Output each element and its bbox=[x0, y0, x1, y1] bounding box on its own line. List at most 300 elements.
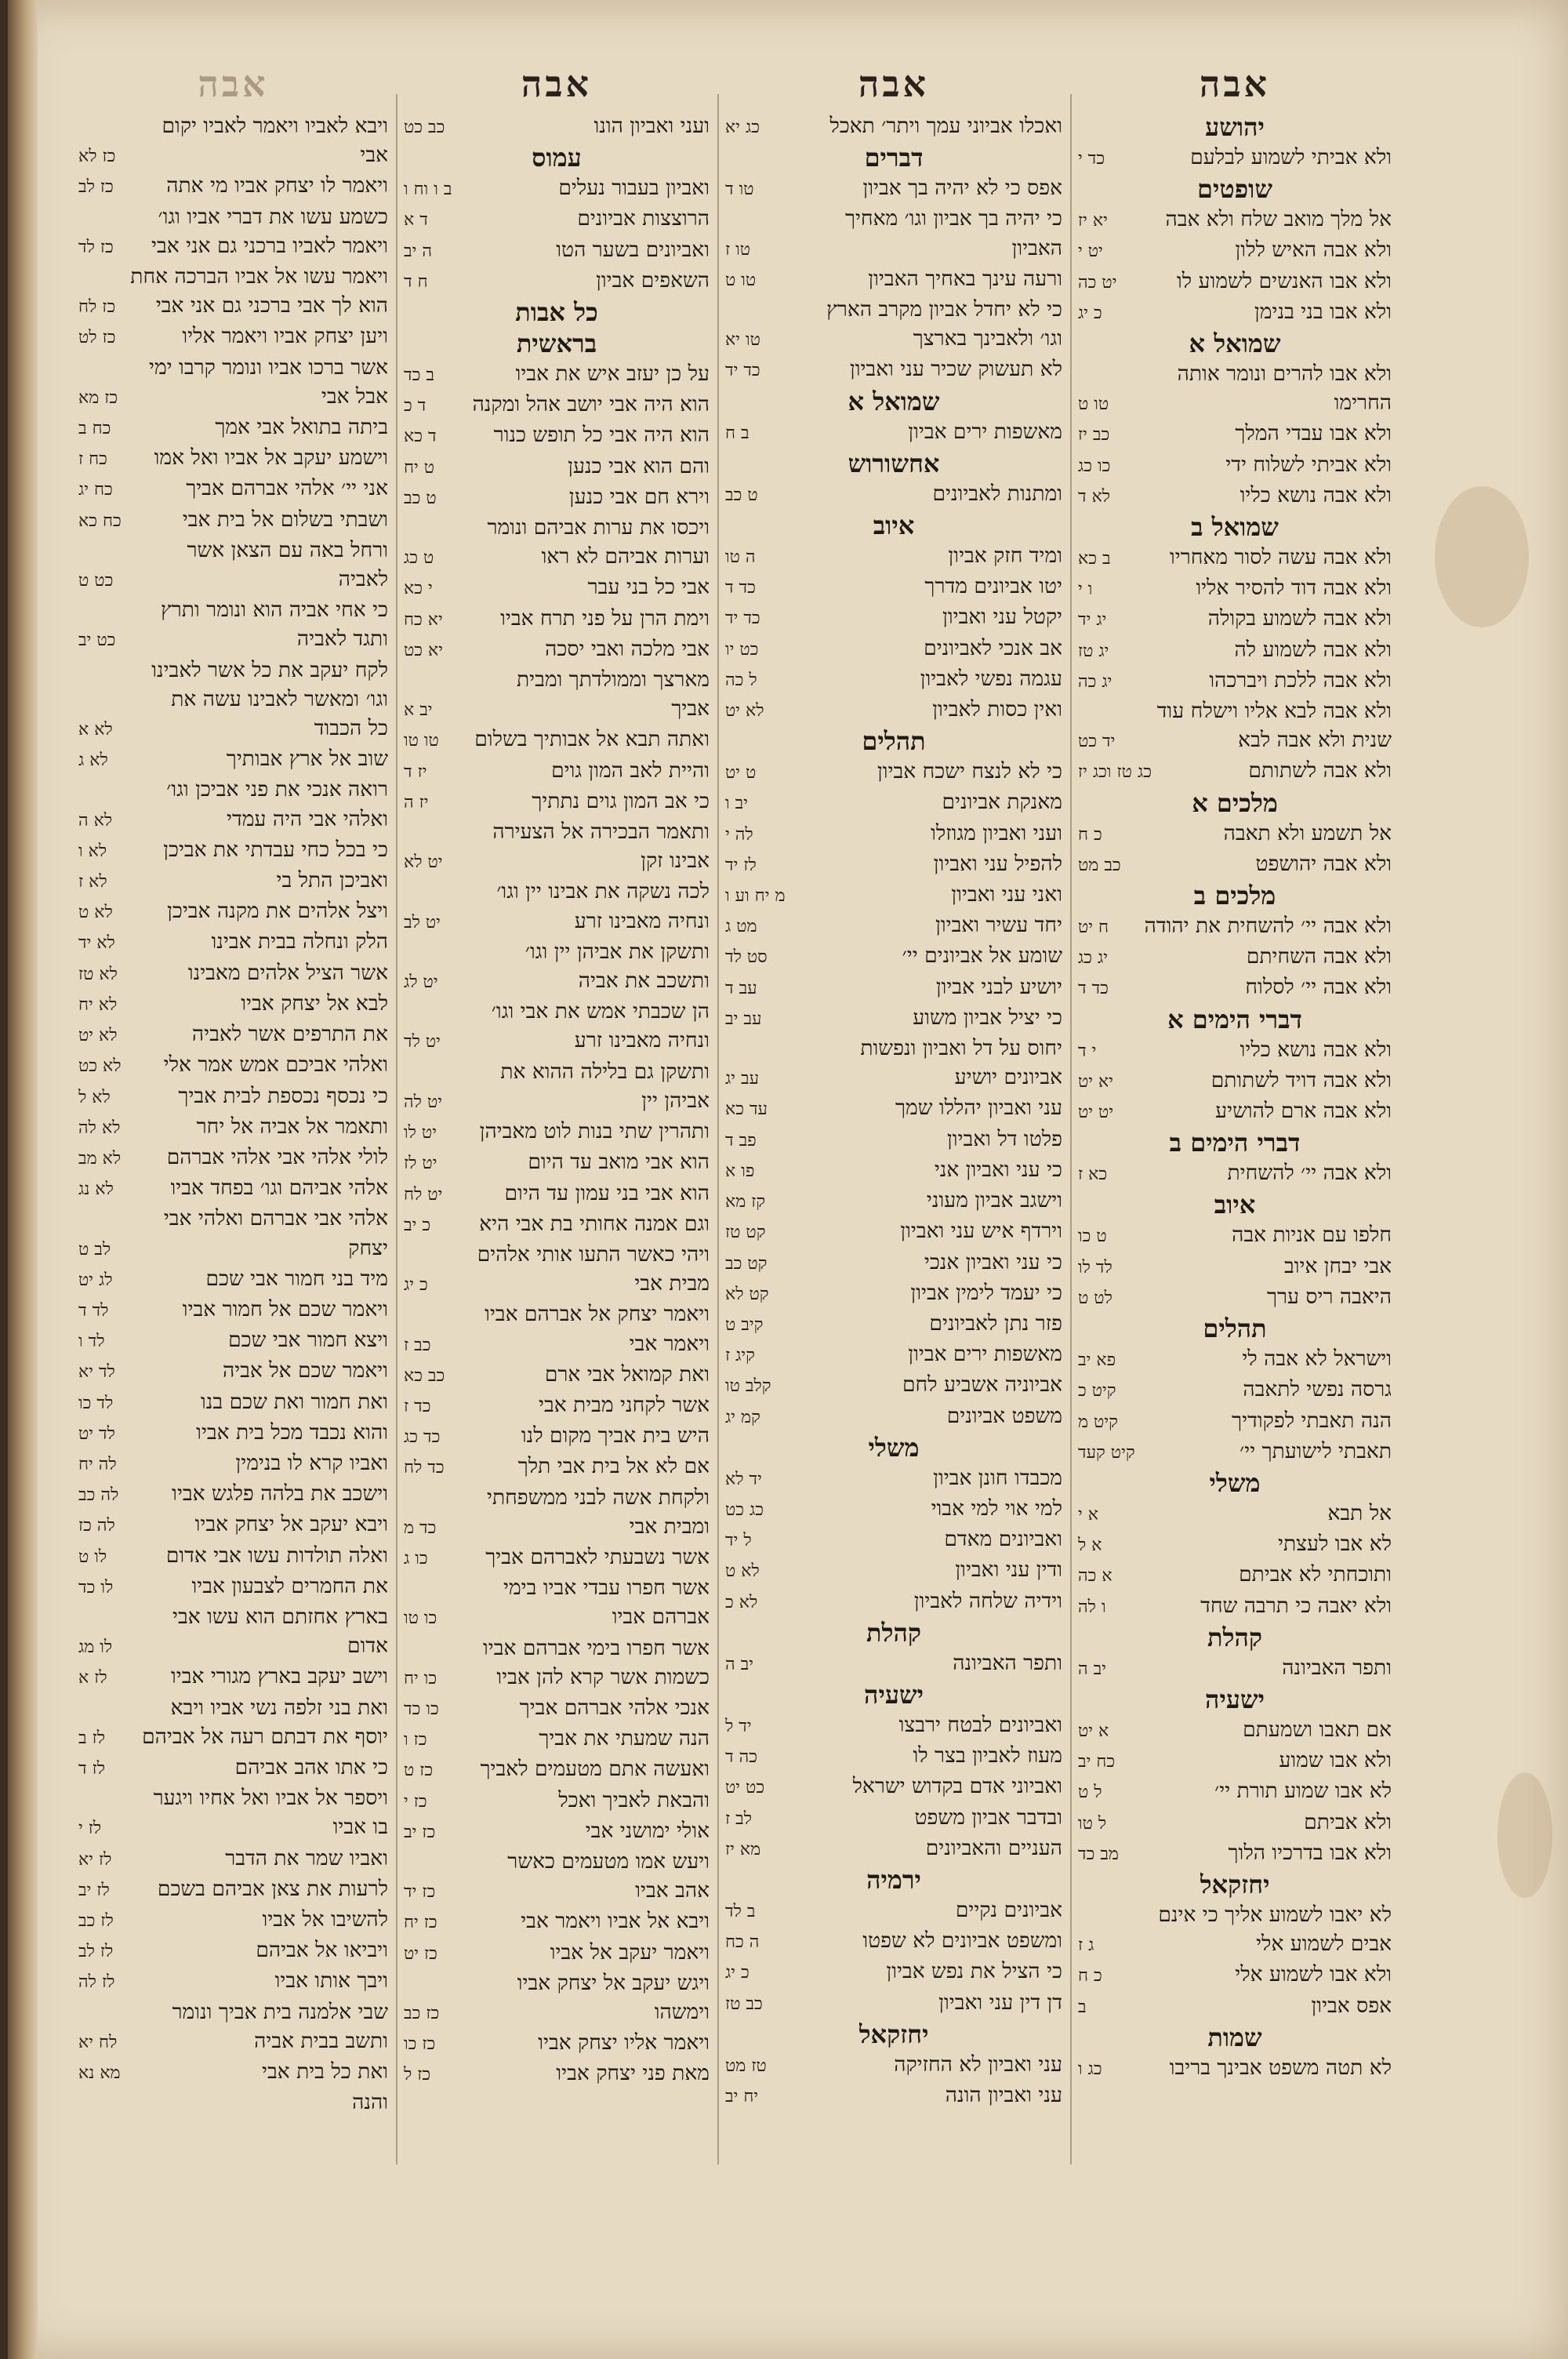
concordance-entry bbox=[1078, 450, 1392, 481]
entry-text: ואני עני ואביון bbox=[951, 882, 1062, 907]
entry-text: ולא אבה נושא כליו bbox=[1240, 1037, 1392, 1062]
entry-text: שמות bbox=[1207, 2022, 1262, 2052]
column-1-header: אבה bbox=[1199, 63, 1271, 105]
concordance-entry bbox=[1078, 143, 1392, 173]
entry-text: ויבא יעקב אל יצחק אביו bbox=[194, 1512, 388, 1537]
entry-text: לא תעשוק שכיר עני ואביון bbox=[849, 357, 1062, 382]
book-heading bbox=[725, 386, 1062, 417]
entry-text: משלי bbox=[868, 1432, 920, 1463]
entry-text: ויאמר יצחק אל אברהם אביו bbox=[485, 1302, 710, 1327]
verse-reference: לב ט bbox=[78, 1239, 111, 1259]
entry-text: ויצל אלהים את מקנה אביכן bbox=[167, 899, 388, 924]
verse-reference: ל טו bbox=[1078, 1813, 1107, 1834]
concordance-entry bbox=[78, 1936, 388, 1966]
entry-text: ולא אבו עבדי המלך bbox=[1235, 421, 1392, 446]
verse-reference: יא יט bbox=[1078, 1071, 1114, 1092]
concordance-entry bbox=[1078, 1344, 1392, 1375]
entry-text: ויעש אמו מטעמים כאשר bbox=[507, 1848, 710, 1874]
verse-reference: לז י bbox=[78, 1819, 102, 1839]
entry-text: ויכסו את ערות אביהם ונומר bbox=[487, 515, 710, 540]
column-3 bbox=[404, 63, 710, 2090]
verse-reference: יט י bbox=[1078, 242, 1103, 262]
concordance-entry bbox=[725, 1248, 1062, 1278]
verse-reference: כ יג bbox=[404, 1275, 428, 1296]
verse-reference: כח ב bbox=[78, 419, 111, 439]
concordance-entry bbox=[725, 664, 1062, 695]
verse-reference: לז יד bbox=[725, 855, 757, 875]
verse-reference: קט כב bbox=[725, 1253, 768, 1274]
entry-text: רואה אנכי את פני אביכן וגו׳ bbox=[166, 777, 388, 802]
verse-reference: כב טז bbox=[725, 1994, 763, 2014]
verse-reference: לא ג bbox=[78, 751, 108, 771]
concordance-entry bbox=[78, 1602, 388, 1631]
entry-text: אחשורוש bbox=[848, 448, 940, 478]
concordance-entry bbox=[404, 390, 710, 420]
entry-text: עני ואביון לא החזיקה bbox=[894, 2052, 1062, 2077]
entry-text: אשר חפרו עבדי אביו בימי bbox=[503, 1576, 710, 1601]
concordance-entry bbox=[1078, 205, 1392, 235]
verse-reference: לז יא bbox=[78, 1849, 112, 1870]
verse-reference: לז ד bbox=[78, 1758, 105, 1779]
concordance-entry bbox=[404, 452, 710, 482]
entry-text: וישכב את בלהה פלגש אביו bbox=[172, 1481, 388, 1507]
concordance-entry bbox=[404, 266, 710, 296]
concordance-entry bbox=[1078, 849, 1392, 880]
entry-text: ואת חמור ואת שכם בנו bbox=[201, 1389, 388, 1414]
concordance-entry bbox=[1078, 1035, 1392, 1066]
entry-text: ותאמר הבכירה אל הצעירה bbox=[492, 820, 710, 845]
concordance-entry bbox=[78, 1387, 388, 1418]
concordance-entry bbox=[404, 1754, 710, 1785]
entry-text: חלפו עם אניות אבה bbox=[1232, 1223, 1392, 1248]
verse-reference: ל ט bbox=[1078, 1783, 1102, 1803]
entry-text: ומיד חזק אביון bbox=[948, 543, 1062, 569]
verse-reference: כז כו bbox=[404, 2034, 436, 2055]
entry-text: לא יאבו לשמוע אליך כי אינם bbox=[1158, 1902, 1392, 1927]
entry-text: הוא לך אבי ברכני גם אני אבי bbox=[155, 293, 388, 318]
verse-reference: יג יד bbox=[1078, 610, 1107, 631]
verse-reference: כד לח bbox=[404, 1458, 445, 1478]
concordance-entry bbox=[725, 819, 1062, 849]
concordance-entry bbox=[725, 1339, 1062, 1370]
concordance-entry bbox=[78, 140, 388, 171]
entry-text: ואביונים מאדם bbox=[944, 1527, 1062, 1552]
verse-reference: כג ו bbox=[1078, 2059, 1102, 2079]
entry-text: להפיל עני ואביון bbox=[933, 851, 1062, 876]
entry-text: דברים bbox=[864, 143, 924, 173]
entry-text: ותגד לאביה bbox=[296, 627, 388, 652]
entry-text: ולא אבו שמוע bbox=[1279, 1748, 1392, 1773]
verse-reference: קלב טו bbox=[725, 1376, 771, 1397]
entry-text: שנית ולא אבה לבא bbox=[1238, 728, 1392, 753]
book-heading bbox=[1078, 880, 1392, 911]
concordance-entry bbox=[404, 2059, 710, 2089]
book-heading bbox=[725, 2019, 1062, 2050]
verse-reference: כב מט bbox=[1078, 855, 1121, 875]
concordance-entry bbox=[1078, 388, 1392, 419]
concordance-entry bbox=[404, 1906, 710, 1937]
entry-text: יצחק bbox=[348, 1235, 388, 1260]
verse-reference: לא ט bbox=[78, 903, 113, 923]
verse-reference: יט לג bbox=[404, 972, 438, 993]
concordance-entry bbox=[725, 1896, 1062, 1926]
concordance-entry bbox=[1078, 1529, 1392, 1560]
concordance-entry bbox=[404, 1724, 710, 1754]
entry-text: אלהי אבי אברהם ואלהי אבי bbox=[163, 1206, 388, 1231]
entry-text: ולא אביתם bbox=[1304, 1809, 1392, 1834]
concordance-entry bbox=[78, 685, 388, 714]
concordance-entry bbox=[725, 1555, 1062, 1586]
entry-text: ולא אבו האנשים לשמוע לו bbox=[1176, 268, 1392, 293]
entry-text: ולא אביתי לשלוח ידי bbox=[1225, 452, 1392, 477]
entry-text: הרוצצות אביונים bbox=[577, 206, 710, 231]
verse-reference: קיט כ bbox=[1078, 1381, 1116, 1401]
verse-reference: לא מב bbox=[78, 1148, 122, 1169]
concordance-entry bbox=[78, 1112, 388, 1143]
concordance-entry bbox=[1078, 696, 1392, 725]
entry-text: כי אב המון גוים נתתיך bbox=[532, 788, 710, 813]
concordance-entry bbox=[1078, 1096, 1392, 1127]
book-heading bbox=[1078, 1467, 1392, 1499]
entry-text: לבא אל יצחק אביו bbox=[241, 990, 388, 1016]
concordance-entry bbox=[78, 262, 388, 291]
concordance-entry bbox=[1078, 1406, 1392, 1437]
verse-reference: לג יט bbox=[78, 1270, 113, 1290]
verse-reference: ח ד bbox=[404, 271, 428, 292]
verse-reference: ט כו bbox=[1078, 1227, 1107, 1247]
verse-reference: לה יח bbox=[78, 1454, 117, 1474]
book-heading bbox=[1078, 2022, 1392, 2053]
verse-reference: לה י bbox=[725, 824, 753, 845]
verse-reference: כז לח bbox=[78, 297, 116, 318]
concordance-entry bbox=[725, 787, 1062, 818]
concordance-entry bbox=[404, 1147, 710, 1178]
concordance-entry bbox=[404, 665, 710, 694]
verse-reference: יב ו bbox=[725, 794, 748, 814]
concordance-entry bbox=[78, 1295, 388, 1325]
concordance-entry bbox=[78, 927, 388, 958]
entry-text: ישעיה bbox=[1205, 1684, 1265, 1714]
entry-text: ואביון בעבור נעלים bbox=[558, 176, 710, 201]
verse-reference: ט יט bbox=[725, 763, 757, 783]
verse-reference: יד כט bbox=[1078, 732, 1116, 752]
entry-text: והוא נכבד מכל בית אביו bbox=[196, 1419, 388, 1445]
entry-text: ולא אבה השחיתם bbox=[1246, 944, 1392, 969]
verse-reference: א י bbox=[1078, 1504, 1098, 1525]
concordance-entry bbox=[78, 624, 388, 655]
entry-text: הן שכבתי אמש את אבי וגו׳ bbox=[491, 999, 710, 1024]
concordance-entry bbox=[404, 756, 710, 787]
entry-text: ואביו שמר את הדבר bbox=[225, 1845, 388, 1870]
entry-text: שוב אל ארץ אבותיך bbox=[226, 747, 388, 772]
verse-reference: יד ל bbox=[725, 1716, 752, 1736]
concordance-entry bbox=[404, 1269, 710, 1299]
concordance-entry bbox=[404, 907, 710, 937]
entry-text: וישמע יעקב אל אביו ואל אמו bbox=[154, 445, 388, 471]
verse-reference: כז ט bbox=[404, 1761, 434, 1781]
verse-reference: פו א bbox=[725, 1161, 755, 1181]
concordance-entry bbox=[78, 443, 388, 474]
entry-text: ואביו קרא לו בנימין bbox=[235, 1450, 388, 1475]
entry-text: לא תטה משפט אבינך בריבו bbox=[1169, 2055, 1392, 2080]
entry-text: ולא אבו לשמוע אלי bbox=[1235, 1962, 1392, 1987]
concordance-entry bbox=[1078, 481, 1392, 511]
verse-reference: ו לה bbox=[1078, 1597, 1106, 1617]
verse-reference: יט כה bbox=[1078, 272, 1117, 293]
entry-text: איוב bbox=[873, 511, 915, 541]
entry-text: דברי הימים ב bbox=[1169, 1128, 1301, 1158]
book-heading bbox=[725, 510, 1062, 541]
concordance-entry bbox=[1078, 1838, 1392, 1869]
verse-reference: יט יט bbox=[1078, 1103, 1114, 1123]
entry-text: ושבתי בשלום אל בית אבי bbox=[182, 507, 388, 532]
entry-text: ותפר האביונה bbox=[1282, 1655, 1392, 1680]
verse-reference: ג ז bbox=[1078, 1936, 1094, 1956]
verse-reference: יד לא bbox=[725, 1469, 762, 1489]
entry-text: ועני ואביון הונו bbox=[593, 114, 710, 138]
concordance-entry bbox=[78, 536, 388, 565]
verse-reference: ט יח bbox=[404, 457, 435, 478]
book-heading bbox=[1078, 1313, 1392, 1344]
entry-text: ויאמר יעקב אל אביו bbox=[550, 1939, 710, 1965]
entry-text: אבי bbox=[360, 143, 388, 168]
entry-text: פלטו דל ואביון bbox=[947, 1126, 1062, 1151]
concordance-entry bbox=[78, 1997, 388, 2026]
concordance-entry bbox=[404, 1026, 710, 1056]
concordance-entry bbox=[725, 1803, 1062, 1834]
entry-text: ולא אבה האיש ללון bbox=[1235, 238, 1392, 263]
concordance-entry bbox=[78, 353, 388, 382]
concordance-entry bbox=[1078, 972, 1392, 1003]
entry-text: אבי מלכה ואבי יסכה bbox=[545, 636, 710, 661]
column-4-header: אבה bbox=[198, 63, 269, 105]
entry-text: העניים והאביונים bbox=[925, 1835, 1062, 1860]
entry-text: ביתה בתואל אבי אמך bbox=[215, 415, 388, 440]
entry-text: אב אנכי לאביונים bbox=[924, 635, 1062, 660]
entry-text: ומתנות לאביונים bbox=[932, 481, 1062, 506]
entry-text: על כן יעזב איש את אביו bbox=[515, 362, 710, 387]
verse-reference: כז לט bbox=[78, 328, 116, 348]
entry-text: מאשפות ירים אביון bbox=[908, 1342, 1062, 1367]
verse-reference: יא כח bbox=[404, 609, 443, 630]
concordance-entry bbox=[725, 1093, 1062, 1124]
entry-text: דן דין עני ואביון bbox=[938, 1990, 1062, 2015]
verse-reference: כז יח bbox=[404, 1913, 437, 1933]
concordance-entry bbox=[78, 382, 388, 413]
entry-text: איוב bbox=[1214, 1190, 1256, 1220]
concordance-entry bbox=[725, 1063, 1062, 1093]
concordance-entry bbox=[404, 482, 710, 513]
entry-text: ותהרין שתי בנות לוט מאביהן bbox=[479, 1119, 710, 1144]
entry-text: אפס כי לא יהיה בך אביון bbox=[862, 176, 1062, 201]
entry-text: פזר נתן לאביונים bbox=[929, 1310, 1062, 1336]
concordance-entry bbox=[78, 714, 388, 744]
concordance-entry bbox=[78, 231, 388, 262]
entry-text: להשיבו אל אביו bbox=[262, 1906, 388, 1932]
scanned-page bbox=[8, 0, 1568, 2359]
concordance-entry bbox=[725, 1525, 1062, 1555]
concordance-entry bbox=[404, 1847, 710, 1876]
verse-reference: כב ז bbox=[404, 1335, 431, 1355]
book-heading bbox=[1078, 1189, 1392, 1220]
verse-reference: לז לב bbox=[78, 1942, 114, 1962]
verse-reference: לא ד bbox=[1078, 486, 1111, 507]
entry-text: ולא אבה לשתותם bbox=[1248, 758, 1392, 783]
concordance-entry bbox=[78, 1722, 388, 1753]
entry-text: כל אבות bbox=[515, 297, 598, 328]
entry-text: ויאמר אליו יצחק אביו bbox=[538, 2030, 710, 2055]
verse-reference: לז ב bbox=[78, 1728, 106, 1748]
concordance-entry bbox=[404, 1390, 710, 1421]
book-heading bbox=[725, 1432, 1062, 1463]
concordance-entry bbox=[404, 1634, 710, 1663]
entry-text: עגמה נפשי לאביון bbox=[920, 666, 1062, 691]
verse-reference: עב יג bbox=[725, 1069, 760, 1089]
verse-reference: כא ז bbox=[1078, 1165, 1108, 1185]
entry-text: מארצך וממולדתך ומבית bbox=[516, 667, 710, 692]
verse-reference: כז יד bbox=[404, 1882, 436, 1903]
concordance-entry bbox=[404, 634, 710, 665]
concordance-entry bbox=[1078, 1991, 1392, 2022]
concordance-entry bbox=[78, 1081, 388, 1112]
entry-text: לכה נשקה את אבינו יין וגו׳ bbox=[496, 879, 710, 904]
entry-text: הוא היה אבי יושב אהל ומקנה bbox=[472, 392, 710, 417]
column-rule bbox=[1070, 94, 1072, 2165]
verse-reference: סט לד bbox=[725, 947, 768, 968]
concordance-entry bbox=[404, 1117, 710, 1147]
book-heading bbox=[725, 1679, 1062, 1710]
entry-text: ונחיה מאבינו זרע bbox=[574, 1028, 710, 1053]
verse-reference: עד כא bbox=[725, 1100, 768, 1120]
verse-reference: א כה bbox=[1078, 1566, 1112, 1587]
entry-text: ישעיה bbox=[864, 1679, 924, 1710]
book-heading bbox=[1078, 1869, 1392, 1900]
verse-reference: א ל bbox=[1078, 1536, 1102, 1556]
entry-text: משלי bbox=[1209, 1467, 1261, 1498]
verse-reference: יב ה bbox=[1078, 1659, 1107, 1679]
entry-text: אשר ברכו אביו ונומר קרבו ימי bbox=[149, 354, 388, 380]
concordance-entry bbox=[78, 1020, 388, 1050]
verse-reference: ב ח bbox=[725, 423, 750, 443]
verse-reference: ה טו bbox=[725, 547, 756, 568]
concordance-entry bbox=[78, 111, 388, 140]
concordance-entry bbox=[78, 1572, 388, 1602]
concordance-entry bbox=[725, 972, 1062, 1003]
concordance-entry bbox=[78, 1143, 388, 1173]
concordance-entry bbox=[404, 937, 710, 966]
entry-text: ויספר אל אביו ואל אחיו ויגער bbox=[153, 1786, 388, 1811]
entry-text: ולא אבו בני בנימן bbox=[1254, 299, 1392, 324]
entry-text: וגם אמנה אחותי בת אבי היא bbox=[479, 1211, 710, 1236]
book-heading bbox=[725, 142, 1062, 173]
concordance-entry bbox=[78, 565, 388, 595]
entry-text: מכבדו חונן אביון bbox=[933, 1465, 1062, 1490]
verse-reference: יט לב bbox=[404, 912, 441, 932]
verse-reference: לא ט bbox=[725, 1561, 760, 1582]
verse-reference: כו כג bbox=[1078, 456, 1111, 476]
paper-stain bbox=[1497, 1772, 1552, 1898]
concordance-entry bbox=[78, 1173, 388, 1204]
entry-text: עני ואביון הונה bbox=[945, 2082, 1062, 2107]
entry-text: וישראל לא אבה לי bbox=[1242, 1347, 1392, 1372]
entry-text: בארץ אחזתם הוא עשו אבי bbox=[172, 1604, 388, 1629]
verse-reference: פא יב bbox=[1078, 1350, 1116, 1371]
verse-reference: כד י bbox=[1078, 149, 1105, 169]
verse-reference: א יט bbox=[1078, 1721, 1109, 1741]
entry-text: יחזקאל bbox=[858, 2019, 929, 2049]
concordance-entry bbox=[725, 1648, 1062, 1679]
column-2 bbox=[725, 63, 1062, 2111]
concordance-entry bbox=[725, 204, 1062, 233]
concordance-entry bbox=[725, 1125, 1062, 1155]
verse-reference: קמ יג bbox=[725, 1407, 760, 1427]
concordance-entry bbox=[725, 572, 1062, 602]
concordance-entry bbox=[404, 1543, 710, 1573]
book-heading bbox=[1078, 787, 1392, 819]
concordance-entry bbox=[404, 997, 710, 1026]
concordance-entry bbox=[1078, 1929, 1392, 1960]
entry-text: ויאמר לו יצחק אביו מי אתה bbox=[166, 173, 388, 198]
entry-text: ויהי כאשר התעו אותי אלהים bbox=[477, 1241, 710, 1267]
verse-reference: לב ז bbox=[725, 1808, 753, 1829]
entry-text: כי עני ואביון אנכי bbox=[924, 1249, 1062, 1274]
entry-text: כי אתו אהב אביהם bbox=[234, 1754, 388, 1779]
verse-reference: לא ז bbox=[78, 872, 107, 892]
verse-reference: ב bbox=[1078, 1997, 1087, 2017]
verse-reference: כז ו bbox=[404, 1730, 427, 1750]
verse-reference: ב כד bbox=[404, 365, 434, 386]
verse-reference: לד ו bbox=[78, 1332, 105, 1352]
verse-reference: כז כב bbox=[404, 2003, 440, 2023]
verse-reference: לא יט bbox=[725, 701, 764, 722]
entry-text: ותאמר אל אביה אל יחר bbox=[196, 1114, 388, 1139]
entry-text: ותשקן גם בלילה ההוא את bbox=[500, 1059, 710, 1084]
column-4 bbox=[78, 63, 388, 2117]
entry-text: והם הוא אבי כנען bbox=[568, 453, 710, 478]
column-rule bbox=[396, 94, 397, 2165]
verse-reference: יז ד bbox=[404, 761, 427, 782]
concordance-entry bbox=[1078, 359, 1392, 388]
concordance-entry bbox=[1078, 942, 1392, 972]
verse-reference: לא יט bbox=[78, 1026, 118, 1046]
verse-reference: כט יו bbox=[725, 639, 759, 660]
entry-text: ירמיה bbox=[866, 1864, 921, 1895]
entry-text: אנכי אלהי אברהם אביך bbox=[519, 1695, 710, 1720]
verse-reference: לז כב bbox=[78, 1910, 114, 1931]
entry-text: קהלת bbox=[1207, 1622, 1263, 1652]
concordance-entry bbox=[725, 1957, 1062, 1987]
concordance-entry bbox=[725, 941, 1062, 972]
verse-reference: מ יח וע ו bbox=[725, 886, 786, 907]
concordance-entry bbox=[725, 541, 1062, 572]
concordance-entry bbox=[78, 1966, 388, 1997]
entry-text: יקטל עני ואביון bbox=[942, 605, 1062, 630]
verse-reference: כז ל bbox=[404, 2065, 431, 2085]
verse-reference: כב יז bbox=[1078, 425, 1110, 445]
concordance-entry bbox=[1078, 635, 1392, 666]
verse-reference: לד יט bbox=[78, 1423, 115, 1444]
verse-reference: לא א bbox=[78, 720, 113, 740]
entry-text: ולא אבה לבא אליו וישלח עוד bbox=[1156, 699, 1392, 724]
entry-text: דברי הימים א bbox=[1167, 1004, 1302, 1034]
concordance-entry bbox=[78, 1510, 388, 1540]
entry-text: היש בית אביך מקום לנו bbox=[521, 1423, 710, 1448]
concordance-entry bbox=[404, 1693, 710, 1724]
verse-reference: כד ד bbox=[1078, 979, 1109, 999]
verse-reference: ב לד bbox=[725, 1901, 756, 1921]
verse-reference: כו כד bbox=[404, 1699, 439, 1719]
verse-reference: כג טז וכג יז bbox=[1078, 762, 1152, 783]
